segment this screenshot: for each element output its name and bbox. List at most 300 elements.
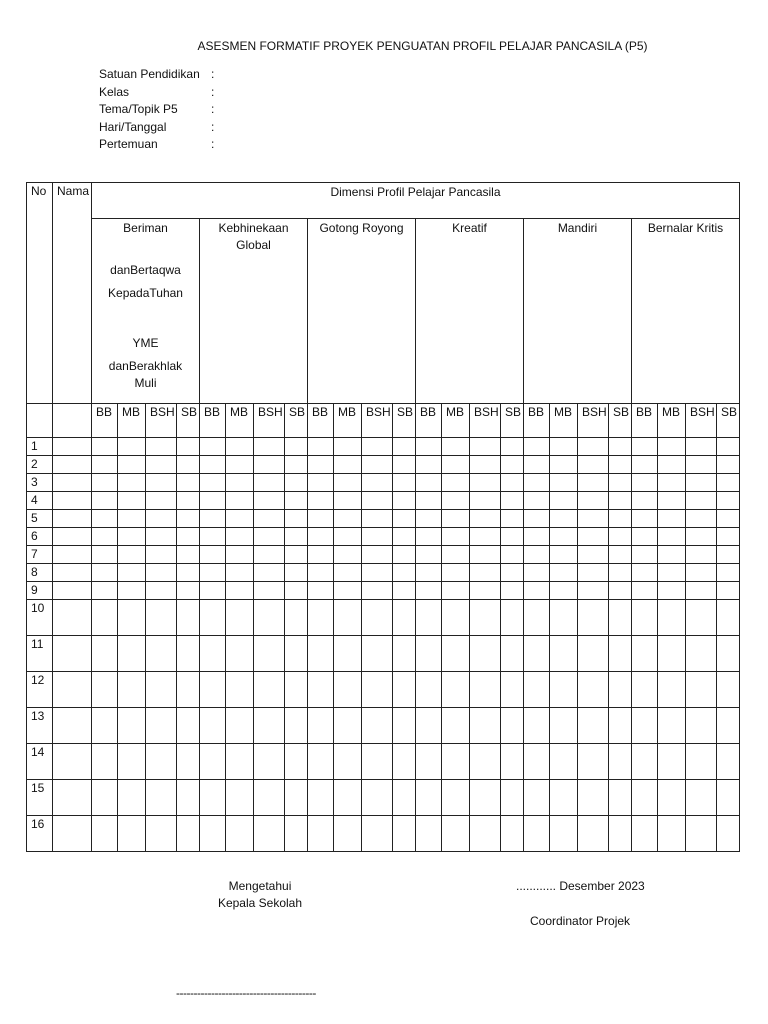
score-cell[interactable] bbox=[118, 816, 146, 852]
score-cell[interactable] bbox=[177, 744, 200, 780]
score-cell[interactable] bbox=[470, 708, 501, 744]
score-cell[interactable] bbox=[146, 492, 177, 510]
score-cell[interactable] bbox=[393, 816, 416, 852]
score-cell[interactable] bbox=[334, 528, 362, 546]
score-cell[interactable] bbox=[416, 600, 442, 636]
score-cell[interactable] bbox=[362, 474, 393, 492]
score-cell[interactable] bbox=[632, 816, 658, 852]
score-cell[interactable] bbox=[632, 744, 658, 780]
score-cell[interactable] bbox=[177, 780, 200, 816]
score-cell[interactable] bbox=[118, 708, 146, 744]
score-cell[interactable] bbox=[92, 474, 118, 492]
score-cell[interactable] bbox=[501, 546, 524, 564]
score-cell[interactable] bbox=[550, 582, 578, 600]
score-cell[interactable] bbox=[200, 744, 226, 780]
score-cell[interactable] bbox=[200, 546, 226, 564]
score-cell[interactable] bbox=[362, 672, 393, 708]
score-cell[interactable] bbox=[200, 672, 226, 708]
score-cell[interactable] bbox=[362, 456, 393, 474]
score-cell[interactable] bbox=[393, 510, 416, 528]
score-cell[interactable] bbox=[658, 744, 686, 780]
score-cell[interactable] bbox=[717, 564, 740, 582]
score-cell[interactable] bbox=[578, 600, 609, 636]
score-cell[interactable] bbox=[416, 636, 442, 672]
score-cell[interactable] bbox=[285, 564, 308, 582]
score-cell[interactable] bbox=[285, 510, 308, 528]
score-cell[interactable] bbox=[524, 564, 550, 582]
score-cell[interactable] bbox=[200, 564, 226, 582]
score-cell[interactable] bbox=[658, 546, 686, 564]
score-cell[interactable] bbox=[285, 438, 308, 456]
score-cell[interactable] bbox=[92, 672, 118, 708]
name-cell[interactable] bbox=[53, 456, 92, 474]
score-cell[interactable] bbox=[308, 528, 334, 546]
score-cell[interactable] bbox=[334, 582, 362, 600]
score-cell[interactable] bbox=[393, 474, 416, 492]
score-cell[interactable] bbox=[632, 780, 658, 816]
score-cell[interactable] bbox=[226, 474, 254, 492]
score-cell[interactable] bbox=[177, 564, 200, 582]
score-cell[interactable] bbox=[686, 636, 717, 672]
score-cell[interactable] bbox=[285, 780, 308, 816]
score-cell[interactable] bbox=[308, 780, 334, 816]
score-cell[interactable] bbox=[118, 636, 146, 672]
score-cell[interactable] bbox=[146, 600, 177, 636]
score-cell[interactable] bbox=[524, 438, 550, 456]
score-cell[interactable] bbox=[334, 510, 362, 528]
score-cell[interactable] bbox=[470, 456, 501, 474]
score-cell[interactable] bbox=[686, 474, 717, 492]
score-cell[interactable] bbox=[658, 708, 686, 744]
score-cell[interactable] bbox=[177, 456, 200, 474]
score-cell[interactable] bbox=[416, 438, 442, 456]
score-cell[interactable] bbox=[146, 780, 177, 816]
score-cell[interactable] bbox=[254, 546, 285, 564]
score-cell[interactable] bbox=[658, 492, 686, 510]
score-cell[interactable] bbox=[146, 708, 177, 744]
score-cell[interactable] bbox=[285, 708, 308, 744]
score-cell[interactable] bbox=[658, 582, 686, 600]
score-cell[interactable] bbox=[550, 492, 578, 510]
score-cell[interactable] bbox=[470, 744, 501, 780]
score-cell[interactable] bbox=[362, 780, 393, 816]
score-cell[interactable] bbox=[578, 744, 609, 780]
score-cell[interactable] bbox=[92, 510, 118, 528]
score-cell[interactable] bbox=[686, 546, 717, 564]
score-cell[interactable] bbox=[118, 438, 146, 456]
score-cell[interactable] bbox=[686, 564, 717, 582]
score-cell[interactable] bbox=[470, 492, 501, 510]
score-cell[interactable] bbox=[177, 708, 200, 744]
score-cell[interactable] bbox=[609, 636, 632, 672]
score-cell[interactable] bbox=[717, 438, 740, 456]
score-cell[interactable] bbox=[442, 474, 470, 492]
score-cell[interactable] bbox=[92, 528, 118, 546]
score-cell[interactable] bbox=[550, 672, 578, 708]
score-cell[interactable] bbox=[226, 528, 254, 546]
score-cell[interactable] bbox=[416, 546, 442, 564]
score-cell[interactable] bbox=[285, 672, 308, 708]
score-cell[interactable] bbox=[524, 636, 550, 672]
score-cell[interactable] bbox=[393, 438, 416, 456]
score-cell[interactable] bbox=[717, 456, 740, 474]
score-cell[interactable] bbox=[550, 744, 578, 780]
score-cell[interactable] bbox=[254, 582, 285, 600]
score-cell[interactable] bbox=[658, 816, 686, 852]
score-cell[interactable] bbox=[118, 492, 146, 510]
name-cell[interactable] bbox=[53, 528, 92, 546]
score-cell[interactable] bbox=[717, 528, 740, 546]
score-cell[interactable] bbox=[717, 510, 740, 528]
score-cell[interactable] bbox=[334, 816, 362, 852]
score-cell[interactable] bbox=[308, 510, 334, 528]
score-cell[interactable] bbox=[285, 600, 308, 636]
score-cell[interactable] bbox=[146, 474, 177, 492]
score-cell[interactable] bbox=[334, 474, 362, 492]
score-cell[interactable] bbox=[501, 672, 524, 708]
score-cell[interactable] bbox=[254, 708, 285, 744]
score-cell[interactable] bbox=[118, 456, 146, 474]
score-cell[interactable] bbox=[92, 438, 118, 456]
name-cell[interactable] bbox=[53, 492, 92, 510]
score-cell[interactable] bbox=[146, 816, 177, 852]
score-cell[interactable] bbox=[416, 564, 442, 582]
score-cell[interactable] bbox=[362, 600, 393, 636]
score-cell[interactable] bbox=[632, 636, 658, 672]
score-cell[interactable] bbox=[632, 546, 658, 564]
score-cell[interactable] bbox=[470, 528, 501, 546]
score-cell[interactable] bbox=[578, 582, 609, 600]
score-cell[interactable] bbox=[285, 474, 308, 492]
score-cell[interactable] bbox=[200, 492, 226, 510]
score-cell[interactable] bbox=[226, 708, 254, 744]
score-cell[interactable] bbox=[442, 456, 470, 474]
score-cell[interactable] bbox=[92, 636, 118, 672]
score-cell[interactable] bbox=[442, 816, 470, 852]
score-cell[interactable] bbox=[92, 744, 118, 780]
score-cell[interactable] bbox=[501, 708, 524, 744]
score-cell[interactable] bbox=[501, 492, 524, 510]
score-cell[interactable] bbox=[92, 564, 118, 582]
score-cell[interactable] bbox=[632, 672, 658, 708]
score-cell[interactable] bbox=[550, 600, 578, 636]
score-cell[interactable] bbox=[200, 438, 226, 456]
score-cell[interactable] bbox=[254, 528, 285, 546]
score-cell[interactable] bbox=[416, 456, 442, 474]
score-cell[interactable] bbox=[609, 510, 632, 528]
score-cell[interactable] bbox=[524, 456, 550, 474]
score-cell[interactable] bbox=[658, 438, 686, 456]
score-cell[interactable] bbox=[609, 600, 632, 636]
score-cell[interactable] bbox=[200, 708, 226, 744]
score-cell[interactable] bbox=[609, 816, 632, 852]
score-cell[interactable] bbox=[501, 816, 524, 852]
score-cell[interactable] bbox=[632, 600, 658, 636]
score-cell[interactable] bbox=[524, 474, 550, 492]
score-cell[interactable] bbox=[550, 510, 578, 528]
score-cell[interactable] bbox=[442, 492, 470, 510]
score-cell[interactable] bbox=[254, 744, 285, 780]
score-cell[interactable] bbox=[632, 708, 658, 744]
score-cell[interactable] bbox=[416, 744, 442, 780]
score-cell[interactable] bbox=[118, 546, 146, 564]
score-cell[interactable] bbox=[393, 744, 416, 780]
score-cell[interactable] bbox=[658, 780, 686, 816]
score-cell[interactable] bbox=[118, 672, 146, 708]
score-cell[interactable] bbox=[442, 582, 470, 600]
score-cell[interactable] bbox=[416, 492, 442, 510]
score-cell[interactable] bbox=[393, 582, 416, 600]
score-cell[interactable] bbox=[362, 582, 393, 600]
score-cell[interactable] bbox=[609, 708, 632, 744]
score-cell[interactable] bbox=[501, 438, 524, 456]
score-cell[interactable] bbox=[442, 600, 470, 636]
name-cell[interactable] bbox=[53, 780, 92, 816]
score-cell[interactable] bbox=[658, 600, 686, 636]
name-cell[interactable] bbox=[53, 744, 92, 780]
score-cell[interactable] bbox=[226, 456, 254, 474]
score-cell[interactable] bbox=[578, 492, 609, 510]
score-cell[interactable] bbox=[177, 474, 200, 492]
score-cell[interactable] bbox=[118, 582, 146, 600]
score-cell[interactable] bbox=[632, 528, 658, 546]
score-cell[interactable] bbox=[632, 474, 658, 492]
score-cell[interactable] bbox=[550, 456, 578, 474]
score-cell[interactable] bbox=[717, 744, 740, 780]
score-cell[interactable] bbox=[442, 546, 470, 564]
score-cell[interactable] bbox=[632, 492, 658, 510]
score-cell[interactable] bbox=[578, 528, 609, 546]
score-cell[interactable] bbox=[717, 672, 740, 708]
score-cell[interactable] bbox=[524, 582, 550, 600]
score-cell[interactable] bbox=[524, 672, 550, 708]
score-cell[interactable] bbox=[470, 636, 501, 672]
score-cell[interactable] bbox=[177, 600, 200, 636]
score-cell[interactable] bbox=[285, 528, 308, 546]
score-cell[interactable] bbox=[285, 744, 308, 780]
score-cell[interactable] bbox=[470, 816, 501, 852]
score-cell[interactable] bbox=[442, 672, 470, 708]
score-cell[interactable] bbox=[524, 744, 550, 780]
score-cell[interactable] bbox=[686, 528, 717, 546]
score-cell[interactable] bbox=[362, 636, 393, 672]
score-cell[interactable] bbox=[308, 708, 334, 744]
score-cell[interactable] bbox=[578, 510, 609, 528]
score-cell[interactable] bbox=[200, 456, 226, 474]
score-cell[interactable] bbox=[200, 816, 226, 852]
score-cell[interactable] bbox=[92, 582, 118, 600]
score-cell[interactable] bbox=[632, 564, 658, 582]
score-cell[interactable] bbox=[470, 564, 501, 582]
score-cell[interactable] bbox=[226, 510, 254, 528]
name-cell[interactable] bbox=[53, 600, 92, 636]
score-cell[interactable] bbox=[308, 438, 334, 456]
score-cell[interactable] bbox=[658, 474, 686, 492]
score-cell[interactable] bbox=[118, 528, 146, 546]
score-cell[interactable] bbox=[717, 816, 740, 852]
score-cell[interactable] bbox=[501, 474, 524, 492]
score-cell[interactable] bbox=[393, 528, 416, 546]
score-cell[interactable] bbox=[308, 744, 334, 780]
score-cell[interactable] bbox=[393, 492, 416, 510]
score-cell[interactable] bbox=[226, 780, 254, 816]
score-cell[interactable] bbox=[442, 744, 470, 780]
score-cell[interactable] bbox=[609, 438, 632, 456]
score-cell[interactable] bbox=[501, 744, 524, 780]
score-cell[interactable] bbox=[362, 510, 393, 528]
score-cell[interactable] bbox=[524, 816, 550, 852]
score-cell[interactable] bbox=[550, 546, 578, 564]
score-cell[interactable] bbox=[285, 546, 308, 564]
score-cell[interactable] bbox=[226, 438, 254, 456]
score-cell[interactable] bbox=[524, 780, 550, 816]
score-cell[interactable] bbox=[609, 744, 632, 780]
score-cell[interactable] bbox=[393, 546, 416, 564]
score-cell[interactable] bbox=[285, 816, 308, 852]
score-cell[interactable] bbox=[334, 672, 362, 708]
score-cell[interactable] bbox=[578, 672, 609, 708]
score-cell[interactable] bbox=[501, 780, 524, 816]
score-cell[interactable] bbox=[658, 456, 686, 474]
score-cell[interactable] bbox=[632, 510, 658, 528]
score-cell[interactable] bbox=[285, 492, 308, 510]
score-cell[interactable] bbox=[226, 546, 254, 564]
score-cell[interactable] bbox=[658, 510, 686, 528]
score-cell[interactable] bbox=[578, 564, 609, 582]
score-cell[interactable] bbox=[524, 528, 550, 546]
score-cell[interactable] bbox=[334, 744, 362, 780]
score-cell[interactable] bbox=[254, 672, 285, 708]
score-cell[interactable] bbox=[686, 510, 717, 528]
score-cell[interactable] bbox=[200, 636, 226, 672]
score-cell[interactable] bbox=[146, 546, 177, 564]
score-cell[interactable] bbox=[334, 492, 362, 510]
score-cell[interactable] bbox=[226, 636, 254, 672]
score-cell[interactable] bbox=[578, 816, 609, 852]
score-cell[interactable] bbox=[254, 564, 285, 582]
score-cell[interactable] bbox=[334, 636, 362, 672]
score-cell[interactable] bbox=[578, 546, 609, 564]
score-cell[interactable] bbox=[92, 456, 118, 474]
score-cell[interactable] bbox=[717, 636, 740, 672]
score-cell[interactable] bbox=[717, 492, 740, 510]
score-cell[interactable] bbox=[177, 510, 200, 528]
score-cell[interactable] bbox=[226, 492, 254, 510]
score-cell[interactable] bbox=[393, 600, 416, 636]
score-cell[interactable] bbox=[362, 528, 393, 546]
score-cell[interactable] bbox=[92, 780, 118, 816]
score-cell[interactable] bbox=[334, 546, 362, 564]
score-cell[interactable] bbox=[393, 672, 416, 708]
score-cell[interactable] bbox=[686, 672, 717, 708]
score-cell[interactable] bbox=[416, 816, 442, 852]
score-cell[interactable] bbox=[200, 780, 226, 816]
score-cell[interactable] bbox=[686, 438, 717, 456]
score-cell[interactable] bbox=[416, 582, 442, 600]
score-cell[interactable] bbox=[416, 474, 442, 492]
score-cell[interactable] bbox=[308, 474, 334, 492]
score-cell[interactable] bbox=[200, 474, 226, 492]
score-cell[interactable] bbox=[717, 708, 740, 744]
score-cell[interactable] bbox=[717, 600, 740, 636]
score-cell[interactable] bbox=[308, 492, 334, 510]
score-cell[interactable] bbox=[118, 564, 146, 582]
score-cell[interactable] bbox=[254, 816, 285, 852]
score-cell[interactable] bbox=[686, 708, 717, 744]
score-cell[interactable] bbox=[501, 600, 524, 636]
score-cell[interactable] bbox=[609, 546, 632, 564]
score-cell[interactable] bbox=[442, 528, 470, 546]
score-cell[interactable] bbox=[254, 510, 285, 528]
score-cell[interactable] bbox=[308, 672, 334, 708]
score-cell[interactable] bbox=[334, 708, 362, 744]
score-cell[interactable] bbox=[501, 456, 524, 474]
score-cell[interactable] bbox=[146, 528, 177, 546]
score-cell[interactable] bbox=[362, 492, 393, 510]
score-cell[interactable] bbox=[177, 672, 200, 708]
score-cell[interactable] bbox=[308, 546, 334, 564]
score-cell[interactable] bbox=[226, 600, 254, 636]
score-cell[interactable] bbox=[92, 492, 118, 510]
score-cell[interactable] bbox=[442, 636, 470, 672]
name-cell[interactable] bbox=[53, 816, 92, 852]
score-cell[interactable] bbox=[146, 438, 177, 456]
score-cell[interactable] bbox=[470, 474, 501, 492]
score-cell[interactable] bbox=[177, 636, 200, 672]
name-cell[interactable] bbox=[53, 708, 92, 744]
score-cell[interactable] bbox=[362, 546, 393, 564]
score-cell[interactable] bbox=[200, 582, 226, 600]
score-cell[interactable] bbox=[524, 600, 550, 636]
score-cell[interactable] bbox=[146, 672, 177, 708]
score-cell[interactable] bbox=[393, 456, 416, 474]
score-cell[interactable] bbox=[285, 636, 308, 672]
score-cell[interactable] bbox=[550, 564, 578, 582]
score-cell[interactable] bbox=[146, 744, 177, 780]
score-cell[interactable] bbox=[578, 708, 609, 744]
score-cell[interactable] bbox=[308, 816, 334, 852]
score-cell[interactable] bbox=[550, 708, 578, 744]
score-cell[interactable] bbox=[308, 636, 334, 672]
score-cell[interactable] bbox=[416, 528, 442, 546]
score-cell[interactable] bbox=[92, 816, 118, 852]
score-cell[interactable] bbox=[200, 528, 226, 546]
score-cell[interactable] bbox=[285, 582, 308, 600]
score-cell[interactable] bbox=[550, 816, 578, 852]
score-cell[interactable] bbox=[146, 636, 177, 672]
score-cell[interactable] bbox=[226, 564, 254, 582]
score-cell[interactable] bbox=[308, 582, 334, 600]
score-cell[interactable] bbox=[686, 600, 717, 636]
score-cell[interactable] bbox=[550, 636, 578, 672]
score-cell[interactable] bbox=[200, 600, 226, 636]
score-cell[interactable] bbox=[362, 564, 393, 582]
score-cell[interactable] bbox=[254, 456, 285, 474]
score-cell[interactable] bbox=[717, 546, 740, 564]
score-cell[interactable] bbox=[226, 582, 254, 600]
score-cell[interactable] bbox=[118, 600, 146, 636]
score-cell[interactable] bbox=[118, 744, 146, 780]
score-cell[interactable] bbox=[501, 510, 524, 528]
score-cell[interactable] bbox=[609, 492, 632, 510]
score-cell[interactable] bbox=[609, 780, 632, 816]
score-cell[interactable] bbox=[501, 528, 524, 546]
score-cell[interactable] bbox=[416, 672, 442, 708]
score-cell[interactable] bbox=[632, 582, 658, 600]
score-cell[interactable] bbox=[524, 546, 550, 564]
score-cell[interactable] bbox=[416, 708, 442, 744]
score-cell[interactable] bbox=[177, 816, 200, 852]
